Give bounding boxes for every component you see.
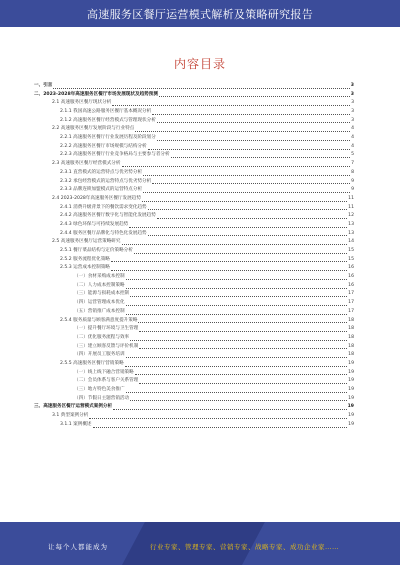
toc-leader-dots <box>157 218 347 219</box>
toc-page-number: 17 <box>348 308 354 314</box>
toc-page-number: 18 <box>348 352 354 358</box>
toc-entry-title: （四）节假日主题营销活动 <box>74 395 130 401</box>
toc-leader-dots <box>152 114 350 115</box>
toc-entry-title: （二）会员体系与客户关系管理 <box>74 378 139 384</box>
toc-entry-title: 2.4.1 消费升级背景下的餐饮需求变化趋势 <box>60 204 147 210</box>
toc-page-number: 15 <box>348 256 354 262</box>
toc-page-number: 13 <box>348 230 354 236</box>
toc-leader-dots <box>126 288 348 289</box>
toc-entry[interactable] <box>34 403 354 412</box>
toc-leader-dots <box>126 357 348 358</box>
toc-page-number: 18 <box>348 326 354 332</box>
toc-entry-title: 2.5.2 服务流程优化策略 <box>60 256 110 262</box>
toc-entry-title: 2.4.2 高速服务区餐厅数字化与智能化发展趋势 <box>60 213 156 219</box>
toc-leader-dots <box>139 383 347 384</box>
toc-page-number: 9 <box>351 178 354 184</box>
toc-entry-title: 3.1 典型案例分析 <box>52 413 89 419</box>
toc-entry[interactable] <box>34 143 354 152</box>
toc-entry-title: 2.3.1 直营模式的运营特点与优劣势分析 <box>60 169 143 175</box>
toc-leader-dots <box>148 149 350 150</box>
toc-entry[interactable] <box>34 99 354 108</box>
toc-leader-dots <box>139 331 347 332</box>
toc-page-number: 19 <box>348 360 354 366</box>
toc-entry-title: 一、引言 <box>34 82 53 88</box>
toc-entry[interactable] <box>34 334 354 343</box>
toc-leader-dots <box>159 96 350 97</box>
toc-entry[interactable] <box>34 282 354 291</box>
toc-leader-dots <box>135 374 347 375</box>
toc-leader-dots <box>129 227 347 228</box>
toc-entry-title: 2.4.3 绿色环保与可持续发展趋势 <box>60 221 129 227</box>
toc-entry-title: 2.5.1 餐厅菜品结构与定价策略分析 <box>60 248 133 254</box>
toc-page-number: 19 <box>348 413 354 419</box>
toc-entry-title: 2.5.4 服务质量与顾客满意度提升策略 <box>60 317 138 323</box>
toc-page-number: 18 <box>348 317 354 323</box>
toc-entry-title: 三、高速服务区餐厅运营模式案例分析 <box>34 404 113 410</box>
toc-entry[interactable] <box>34 412 354 421</box>
toc-leader-dots <box>148 209 347 210</box>
toc-page-number: 3 <box>351 100 354 106</box>
toc-entry-title: （四）运营管理成本优化 <box>74 300 125 306</box>
toc-entry-title: （一）食材采购成本控制 <box>74 274 125 280</box>
toc-entry[interactable] <box>34 117 354 126</box>
toc-page-number: 18 <box>348 343 354 349</box>
toc-page-number: 19 <box>347 404 354 410</box>
toc-page-number: 11 <box>348 195 354 201</box>
toc-page-number: 18 <box>348 334 354 340</box>
toc-entry[interactable] <box>34 230 354 239</box>
toc-entry[interactable] <box>34 360 354 369</box>
toc-entry[interactable] <box>34 82 354 91</box>
toc-page-number: 19 <box>348 369 354 375</box>
toc-leader-dots <box>139 348 347 349</box>
toc-leader-dots <box>89 418 347 419</box>
toc-entry[interactable] <box>34 238 354 247</box>
toc-leader-dots <box>157 140 350 141</box>
toc-entry[interactable] <box>34 152 354 161</box>
toc-page-number: 19 <box>348 378 354 384</box>
report-title: 高速服务区餐厅运营模式解析及策略研究报告 <box>87 7 313 21</box>
toc-entry-title: 二、2023-2028年高速服务区餐厅市场发展现状及趋势预测 <box>34 91 158 97</box>
toc-page-number: 19 <box>348 387 354 393</box>
toc-entry-title: 2.2.2 高速服务区餐厅市场规模与结构分析 <box>60 143 147 149</box>
toc-leader-dots <box>93 427 348 428</box>
toc-page-number: 3 <box>351 117 354 123</box>
toc-entry-title: 2.3 高速服务区餐厅经营模式分析 <box>52 161 121 167</box>
toc-entry[interactable] <box>34 369 354 378</box>
toc-leader-dots <box>135 131 350 132</box>
toc-entry[interactable] <box>34 108 354 117</box>
toc-page-number: 8 <box>351 169 354 175</box>
toc-entry[interactable] <box>34 351 354 360</box>
toc-entry[interactable] <box>34 291 354 300</box>
toc-heading: 内容目录 <box>173 57 226 71</box>
toc-entry[interactable] <box>34 221 354 230</box>
toc-page-number: 17 <box>348 291 354 297</box>
toc-entry-title: 2.4.4 服务区餐厅品牌化与特色化发展趋势 <box>60 230 147 236</box>
table-of-contents <box>34 82 354 507</box>
toc-page-number: 3 <box>350 82 354 88</box>
toc-entry-title: 2.5 高速服务区餐厅运营策略研究 <box>52 239 121 245</box>
toc-entry[interactable] <box>34 91 354 100</box>
toc-leader-dots <box>152 183 350 184</box>
toc-entry-title: （四）开展员工服务培训 <box>74 352 125 358</box>
toc-entry-title: 3.1.1 案例概述 <box>60 421 92 427</box>
toc-entry[interactable] <box>34 421 354 430</box>
toc-page-number: 9 <box>351 187 354 193</box>
toc-leader-dots <box>130 400 347 401</box>
toc-entry[interactable] <box>34 195 354 204</box>
toc-entry[interactable] <box>34 377 354 386</box>
toc-page-number: 3 <box>351 109 354 115</box>
toc-leader-dots <box>157 122 350 123</box>
toc-entry[interactable] <box>34 160 354 169</box>
toc-entry[interactable] <box>34 343 354 352</box>
toc-leader-dots <box>113 409 346 410</box>
toc-leader-dots <box>130 296 347 297</box>
toc-leader-dots <box>143 192 350 193</box>
header-bar <box>0 0 400 27</box>
toc-entry[interactable] <box>34 264 354 273</box>
toc-page-number: 13 <box>348 221 354 227</box>
toc-entry-title: 2.1.1 我国高速公路服务区餐厅基本概况分析 <box>60 109 152 115</box>
toc-page-number: 16 <box>348 265 354 271</box>
toc-entry-title: （五）营销推广成本控制 <box>74 308 125 314</box>
toc-page-number: 4 <box>351 135 354 141</box>
toc-leader-dots <box>130 340 347 341</box>
toc-entry-title: 2.4 2023-2028年高速服务区餐厅发展趋势 <box>52 195 141 201</box>
toc-leader-dots <box>111 261 347 262</box>
toc-page-number: 16 <box>348 282 354 288</box>
toc-entry-title: （二）优化服务流程与效率 <box>74 334 130 340</box>
toc-leader-dots <box>125 366 347 367</box>
toc-page-number: 12 <box>348 213 354 219</box>
toc-page-number: 4 <box>351 126 354 132</box>
toc-leader-dots <box>148 235 347 236</box>
toc-leader-dots <box>126 279 348 280</box>
toc-page-number: 5 <box>351 152 354 158</box>
footer-slogan: 让每个人都能成为 <box>48 543 108 551</box>
toc-entry[interactable] <box>34 178 354 187</box>
toc-page-number: 4 <box>351 143 354 149</box>
toc-leader-dots <box>134 253 347 254</box>
toc-entry[interactable] <box>34 299 354 308</box>
toc-entry[interactable] <box>34 186 354 195</box>
toc-page-number: 11 <box>348 204 354 210</box>
toc-entry-title: 2.2.1 高速服务区餐厅行业发展历程及阶段划分 <box>60 135 156 141</box>
toc-leader-dots <box>126 314 348 315</box>
toc-entry-title: 2.3.3 品牌连锁加盟模式的运营特点分析 <box>60 187 143 193</box>
toc-leader-dots <box>138 322 347 323</box>
toc-entry[interactable] <box>34 134 354 143</box>
toc-entry[interactable] <box>34 169 354 178</box>
toc-entry-title: 2.2.3 高速服务区餐厅行业竞争格局与主要参与者分析 <box>60 152 170 158</box>
toc-entry[interactable] <box>34 386 354 395</box>
toc-page-number: 15 <box>348 248 354 254</box>
toc-entry-title: （三）能源与损耗成本控制 <box>74 291 130 297</box>
toc-entry[interactable] <box>34 125 354 134</box>
footer-bar <box>0 522 400 565</box>
toc-entry-title: （一）线上线下融合营销策略 <box>74 369 134 375</box>
toc-leader-dots <box>111 270 347 271</box>
toc-entry[interactable] <box>34 256 354 265</box>
toc-entry[interactable] <box>34 212 354 221</box>
toc-entry-title: （一）提升餐厅环境与卫生管理 <box>74 326 139 332</box>
toc-entry[interactable] <box>34 204 354 213</box>
toc-leader-dots <box>143 175 350 176</box>
toc-leader-dots <box>142 201 347 202</box>
toc-entry[interactable] <box>34 273 354 282</box>
toc-leader-dots <box>122 166 351 167</box>
toc-entry-title: 2.5.3 运营成本控制策略 <box>60 265 110 271</box>
toc-page-number: 16 <box>348 274 354 280</box>
toc-page-number: 19 <box>348 395 354 401</box>
toc-leader-dots <box>126 392 348 393</box>
toc-entry[interactable] <box>34 308 354 317</box>
toc-page-number: 14 <box>348 239 354 245</box>
toc-entry-title: 2.3.2 承包经营模式的运营特点与优劣势分析 <box>60 178 152 184</box>
toc-entry-title: 2.1.2 高速服务区餐厅经营模式与管理现状分析 <box>60 117 156 123</box>
toc-leader-dots <box>53 88 349 89</box>
toc-page-number: 3 <box>350 91 354 97</box>
toc-page-number: 7 <box>351 161 354 167</box>
toc-page-number: 19 <box>348 421 354 427</box>
toc-entry[interactable] <box>34 247 354 256</box>
toc-entry-title: 2.1 高速服务区餐厅现状分析 <box>52 100 112 106</box>
toc-leader-dots <box>171 157 350 158</box>
toc-entry-title: （三）建立顾客反馈与评价机制 <box>74 343 139 349</box>
toc-entry[interactable] <box>34 395 354 404</box>
toc-leader-dots <box>122 244 348 245</box>
toc-entry[interactable] <box>34 325 354 334</box>
toc-entry-title: 2.2 高速服务区餐厅发展阶段与行业特点 <box>52 126 135 132</box>
toc-entry-title: （二）人力成本控制策略 <box>74 282 125 288</box>
toc-entry-title: 2.5.5 高速服务区餐厅营销策略 <box>60 360 124 366</box>
toc-entry[interactable] <box>34 317 354 326</box>
toc-leader-dots <box>126 305 348 306</box>
footer-roles: 行业专家、管理专家、营销专家、战略专家、成功企业家…… <box>150 543 339 551</box>
toc-leader-dots <box>112 105 350 106</box>
toc-entry-title: （三）地方特色美食推广 <box>74 387 125 393</box>
toc-page-number: 17 <box>348 300 354 306</box>
